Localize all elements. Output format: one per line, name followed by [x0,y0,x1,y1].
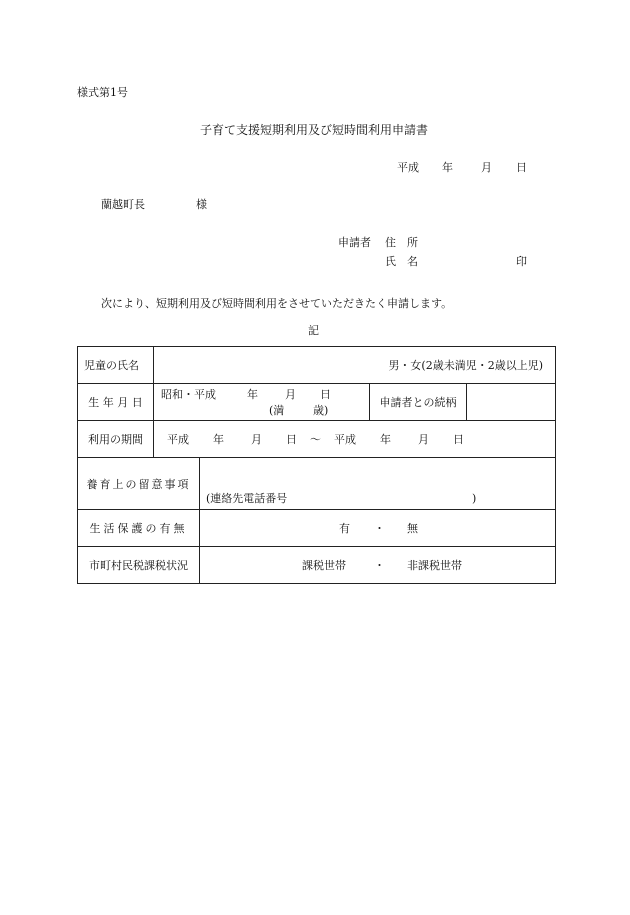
applicant-label: 申請者 [338,236,371,249]
tax-label: 市町村民税課税状況 [78,547,200,584]
notes-label: 養育上の留意事項 [78,458,200,510]
form-number: 様式第1号 [77,86,128,99]
relation-value [467,384,556,421]
form-title: 子育て支援短期利用及び短時間利用申請書 [200,123,429,137]
application-statement: 次により、短期利用及び短時間利用をさせていただきたく申請します。 [101,297,453,310]
seal-mark: 印 [516,255,527,268]
child-name-row [78,347,556,384]
birth-label: 生 年 月 日 [78,384,154,421]
welfare-row [78,510,556,547]
sex-age-options: 男・女(2歳未満児・2歳以上児) [154,347,556,384]
period-field: 平成 年 月 日 〜 平成 年 月 日 [154,421,556,458]
period-row [78,421,556,458]
address-label: 住 所 [385,236,418,249]
ki-heading: 記 [308,324,319,337]
notes-row [78,458,556,510]
welfare-label: 生活保護の有無 [78,510,200,547]
application-table [77,346,556,584]
tax-field: 課税世帯 ・ 非課税世帯 [200,547,556,584]
tax-row [78,547,556,584]
period-label: 利用の期間 [78,421,154,458]
child-name-label: 児童の氏名 [78,347,154,384]
birth-date-field: 昭和・平成 年 月 日 (満 歳) [154,384,370,421]
welfare-field: 有 ・ 無 [200,510,556,547]
name-label: 氏 名 [385,255,418,268]
notes-field: (連絡先電話番号 ) [200,458,556,510]
birth-row [78,384,556,421]
relation-label: 申請者との続柄 [370,384,467,421]
